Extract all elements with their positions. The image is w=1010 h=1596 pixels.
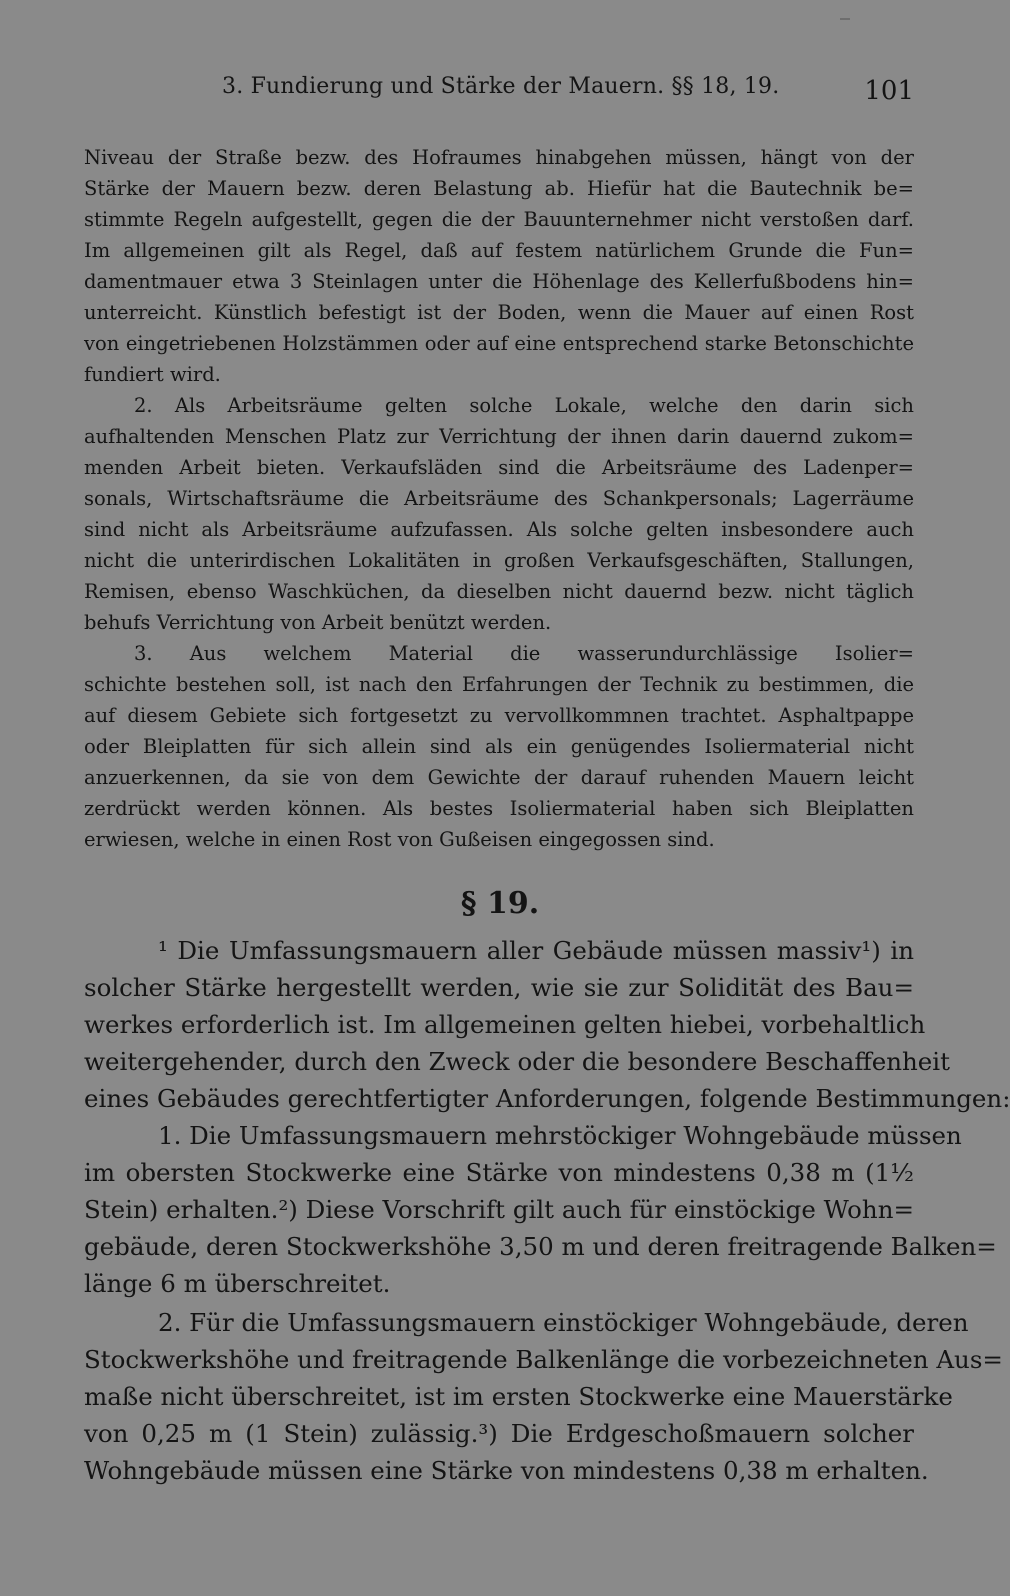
- text-line: Remisen, ebenso Waschküchen, da dieselben nicht dauernd bezw. nicht täglich: [84, 580, 914, 603]
- page-number: 101: [864, 76, 914, 106]
- text-line: oder Bleiplatten für sich allein sind als ein genügendes Isoliermaterial nicht: [84, 735, 914, 758]
- text-line: nicht die unterirdischen Lokalitäten in großen Verkaufsgeschäften, Stallungen,: [84, 549, 914, 572]
- text-line: damentmauer etwa 3 Steinlagen unter die Höhenlage des Kellerfußbodens hin=: [84, 270, 914, 293]
- section-body: [84, 932, 1010, 1489]
- text-line: ¹ Die Umfassungsmauern aller Gebäude müssen massiv¹) in: [158, 936, 914, 965]
- text-line: unterreicht. Künstlich befestigt ist der Boden, wenn die Mauer auf einen Rost: [84, 301, 914, 324]
- text-line: maße nicht überschreitet, ist im ersten Stockwerke eine Mauerstärke: [84, 1382, 953, 1411]
- text-line: länge 6 m überschreitet.: [84, 1269, 391, 1298]
- running-title: 3. Fundierung und Stärke der Mauern. §§ 18, 19.: [222, 74, 780, 99]
- text-line: behufs Verrichtung von Arbeit benützt werden.: [84, 611, 552, 634]
- running-head: [0, 70, 1000, 110]
- text-line: aufhaltenden Menschen Platz zur Verrichtung der ihnen darin dauernd zukom=: [84, 425, 914, 448]
- text-line: sonals, Wirtschaftsräume die Arbeitsräume des Schankpersonals; Lagerräume: [84, 487, 914, 510]
- text-line: auf diesem Gebiete sich fortgesetzt zu vervollkommnen trachtet. Asphaltpappe: [84, 704, 914, 727]
- text-line: gebäude, deren Stockwerkshöhe 3,50 m und deren freitragende Balken=: [84, 1232, 997, 1261]
- text-line: Stein) erhalten.²) Diese Vorschrift gilt auch für einstöckige Wohn=: [84, 1195, 914, 1224]
- text-line: 2. Für die Umfassungsmauern einstöckiger Wohngebäude, deren: [158, 1308, 969, 1337]
- text-line: zerdrückt werden können. Als bestes Isoliermaterial haben sich Bleiplatten: [84, 797, 914, 820]
- text-line: werkes erforderlich ist. Im allgemeinen gelten hiebei, vorbehaltlich: [84, 1010, 926, 1039]
- text-line: von 0,25 m (1 Stein) zulässig.³) Die Erdgeschoßmauern solcher: [84, 1419, 914, 1448]
- text-line: Stärke der Mauern bezw. deren Belastung ab. Hiefür hat die Bautechnik be=: [84, 177, 914, 200]
- text-line: 2. Als Arbeitsräume gelten solche Lokale, welche den darin sich: [134, 394, 914, 417]
- text-line: menden Arbeit bieten. Verkaufsläden sind die Arbeitsräume des Ladenper=: [84, 456, 914, 479]
- text-line: eines Gebäudes gerechtfertigter Anforderungen, folgende Bestimmungen:: [84, 1084, 1010, 1113]
- text-line: von eingetriebenen Holzstämmen oder auf eine entsprechend starke Betonschichte: [84, 332, 914, 355]
- section-heading: § 19.: [460, 886, 540, 921]
- text-line: anzuerkennen, da sie von dem Gewichte der darauf ruhenden Mauern leicht: [84, 766, 914, 789]
- scan-mark: [840, 18, 850, 20]
- text-line: 3. Aus welchem Material die wasserundurchlässige Isolier=: [134, 642, 914, 665]
- text-line: 1. Die Umfassungsmauern mehrstöckiger Wohngebäude müssen: [158, 1121, 962, 1150]
- commentary-notes: [84, 142, 914, 855]
- text-line: im obersten Stockwerke eine Stärke von mindestens 0,38 m (1½: [84, 1158, 914, 1187]
- text-line: schichte bestehen soll, ist nach den Erfahrungen der Technik zu bestimmen, die: [84, 673, 914, 696]
- text-line: sind nicht als Arbeitsräume aufzufassen. Als solche gelten insbesondere auch: [84, 518, 914, 541]
- text-line: fundiert wird.: [84, 363, 221, 386]
- text-line: Stockwerkshöhe und freitragende Balkenlänge die vorbezeichneten Aus=: [84, 1345, 1003, 1374]
- text-line: erwiesen, welche in einen Rost von Gußeisen eingegossen sind.: [84, 828, 715, 851]
- text-line: Niveau der Straße bezw. des Hofraumes hinabgehen müssen, hängt von der: [84, 146, 914, 169]
- text-line: stimmte Regeln aufgestellt, gegen die der Bauunternehmer nicht verstoßen darf.: [84, 208, 914, 231]
- text-line: Wohngebäude müssen eine Stärke von mindestens 0,38 m erhalten.: [84, 1456, 929, 1485]
- text-line: Im allgemeinen gilt als Regel, daß auf festem natürlichem Grunde die Fun=: [84, 239, 914, 262]
- text-line: solcher Stärke hergestellt werden, wie sie zur Solidität des Bau=: [84, 973, 914, 1002]
- text-line: weitergehender, durch den Zweck oder die besondere Beschaffenheit: [84, 1047, 950, 1076]
